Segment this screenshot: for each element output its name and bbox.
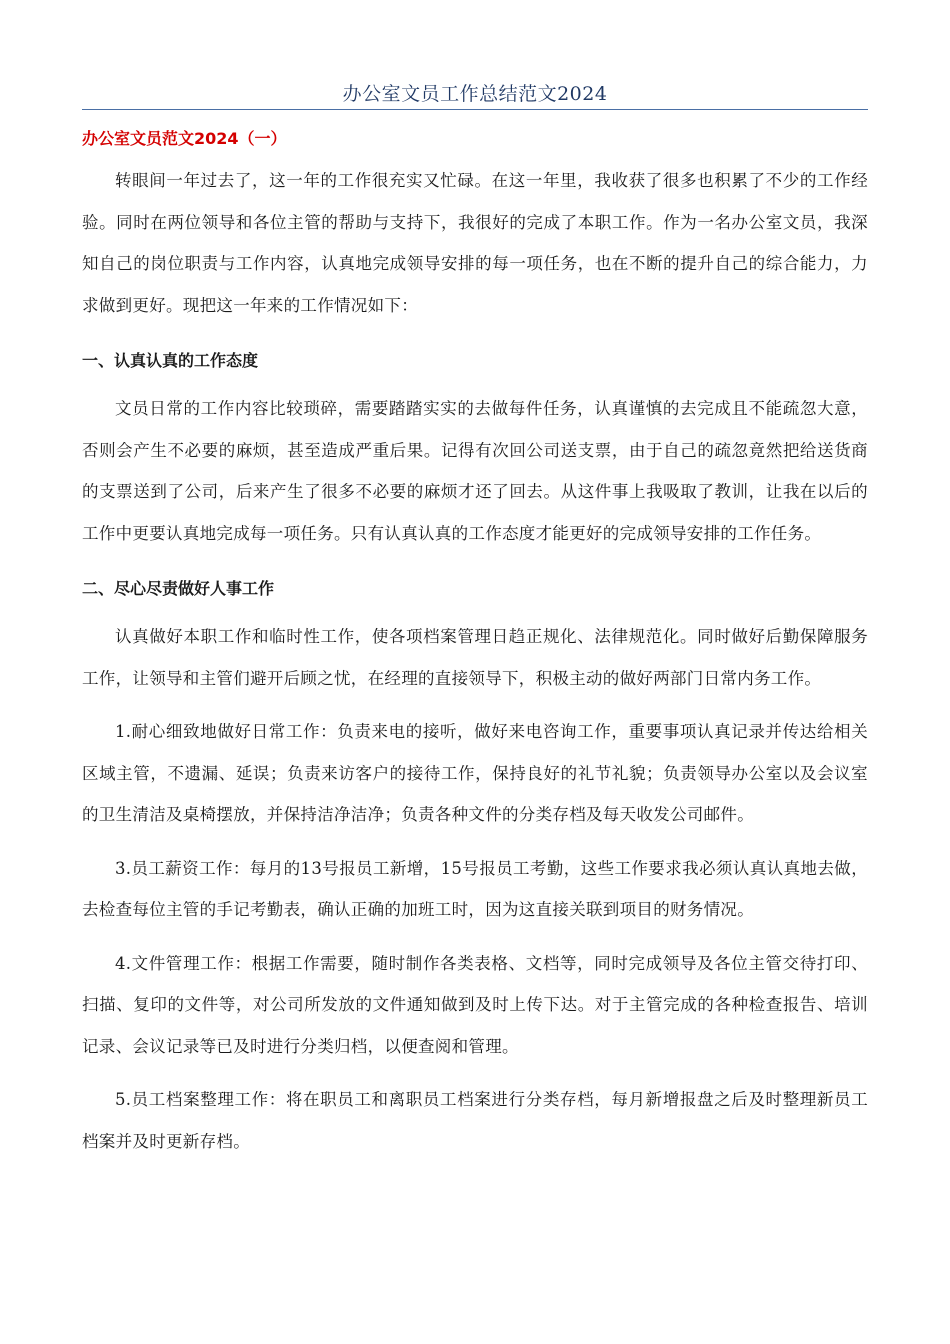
section-heading-1: 一、认真认真的工作态度 (82, 351, 259, 370)
document-body (82, 124, 868, 1162)
list-item-4: 4.文件管理工作：根据工作需要，随时制作各类表格、文档等，同时完成领导及各位主管交待打印、扫描、复印的文件等，对公司所发放的文件通知做到及时上传下达。对于主管完成的各种检查报告、培训记录、会议记录等已及时进行分类归档，以便查阅和管理。 (82, 953, 868, 1056)
list-item-1: 1.耐心细致地做好日常工作：负责来电的接听，做好来电咨询工作，重要事项认真记录并传达给相关区域主管，不遗漏、延误；负责来访客户的接待工作，保持良好的礼节礼貌；负责领导办公室以及会议室的卫生清洁及桌椅摆放，并保持洁净洁净；负责各种文件的分类存档及每天收发公司邮件。 (82, 722, 868, 824)
list-item-5: 5.员工档案整理工作：将在职员工和离职员工档案进行分类存档，每月新增报盘之后及时整理新员工档案并及时更新存档。 (82, 1090, 868, 1151)
header-divider (82, 109, 868, 110)
section-heading-2: 二、尽心尽责做好人事工作 (82, 579, 275, 598)
intro-paragraph: 转眼间一年过去了，这一年的工作很充实又忙碌。在这一年里，我收获了很多也积累了不少的工作经验。同时在两位领导和各位主管的帮助与支持下，我很好的完成了本职工作。作为一名办公室文员，我深知自己的岗位职责与工作内容，认真地完成领导安排的每一项任务，也在不断的提升自己的综合能力，力求做到更好。现把这一年来的工作情况如下： (82, 171, 868, 315)
section-1-paragraph: 文员日常的工作内容比较琐碎，需要踏踏实实的去做每件任务，认真谨慎的去完成且不能疏忽大意，否则会产生不必要的麻烦，甚至造成严重后果。记得有次回公司送支票，由于自己的疏忽竟然把给送货商的支票送到了公司，后来产生了很多不必要的麻烦才还了回去。从这件事上我吸取了教训，让我在以后的工作中更要认真地完成每一项任务。只有认真认真的工作态度才能更好的完成领导安排的工作任务。 (82, 399, 868, 543)
section-2-paragraph: 认真做好本职工作和临时性工作，使各项档案管理日趋正规化、法律规范化。同时做好后勤保障服务工作，让领导和主管们避开后顾之忧，在经理的直接领导下，积极主动的做好两部门日常内务工作。 (82, 627, 868, 688)
list-item-3: 3.员工薪资工作：每月的13号报员工新增，15号报员工考勤，这些工作要求我必须认真认真地去做，去检查每位主管的手记考勤表，确认正确的加班工时，因为这直接关联到项目的财务情况。 (82, 858, 868, 919)
document-subtitle: 办公室文员范文2024（一） (82, 129, 287, 148)
page-header-title: 办公室文员工作总结范文2024 (342, 83, 608, 105)
